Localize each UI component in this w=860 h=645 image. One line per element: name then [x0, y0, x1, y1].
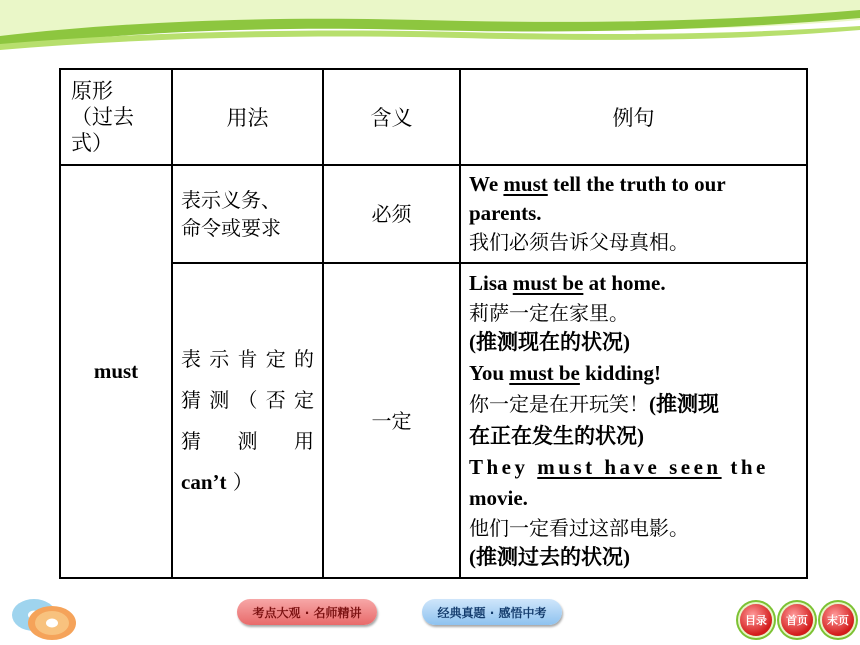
example-zh-line: 他们一定看过这部电影。	[469, 516, 689, 540]
table-row	[60, 165, 807, 263]
example-keyword: must be	[509, 361, 580, 385]
example-keyword: must have seen	[537, 455, 722, 479]
word-cell: must	[60, 165, 172, 578]
example-text: 你一定是在开玩笑！	[469, 392, 649, 416]
pill-classic-questions-button[interactable]: 经典真题 · 感悟中考	[422, 599, 562, 625]
usage-cell	[172, 165, 323, 263]
example-note: (推测现	[649, 392, 719, 416]
example-text: You	[469, 361, 510, 385]
example-text: at home.	[583, 271, 666, 295]
example-note: (推测过去的状况)	[469, 545, 630, 569]
table-row	[60, 263, 807, 578]
green-swoosh-graphic	[0, 0, 860, 60]
example-zh-line	[469, 389, 800, 421]
example-keyword: must be	[512, 271, 584, 295]
nav-last-page-button[interactable]: 末页	[822, 604, 854, 636]
example-en-line	[469, 358, 800, 389]
example-zh-line: 莉萨一定在家里。	[469, 301, 629, 325]
header-form	[60, 69, 172, 165]
example-text: We	[469, 172, 504, 196]
example-text: They	[469, 455, 538, 479]
meaning-cell: 必须	[323, 165, 460, 263]
example-cell	[460, 165, 807, 263]
example-keyword: must	[503, 172, 548, 196]
example-en-line: parents.	[469, 201, 542, 225]
example-text: Lisa	[469, 271, 513, 295]
usage-line: 表示义务、	[181, 188, 281, 212]
table-header-row	[60, 69, 807, 165]
nav-contents-button[interactable]: 目录	[740, 604, 772, 636]
example-note: 在正在发生的状况)	[469, 424, 644, 448]
example-note: (推测现在的状况)	[469, 330, 630, 354]
header-meaning: 含义	[323, 69, 460, 165]
meaning-cell: 一定	[323, 263, 460, 578]
example-en-line	[469, 268, 800, 299]
header-usage: 用法	[172, 69, 323, 165]
cd-disc-icon	[8, 593, 80, 643]
usage-line: 命令或要求	[181, 216, 281, 240]
example-en-line	[469, 170, 800, 199]
example-zh-line: 我们必须告诉父母真相。	[469, 230, 689, 254]
usage-line: 表示肯定的	[181, 346, 314, 371]
usage-keyword: can’t	[181, 469, 227, 494]
usage-text: ）	[232, 469, 253, 494]
usage-cell	[172, 263, 323, 578]
header-form-line1: 原形	[71, 79, 113, 103]
example-en-line	[469, 452, 800, 483]
usage-line: 猜 测 用	[181, 428, 314, 453]
header-form-line2: （过去	[71, 105, 134, 129]
example-text: tell the truth to our	[547, 172, 726, 196]
modal-verb-table	[59, 68, 808, 579]
usage-line	[181, 462, 314, 503]
header-example: 例句	[460, 69, 807, 165]
example-text: kidding!	[579, 361, 662, 385]
example-cell	[460, 263, 807, 578]
example-text: the	[721, 455, 769, 479]
example-en-line: movie.	[469, 486, 528, 510]
header-form-line3: 式）	[71, 131, 113, 155]
top-decorative-band	[0, 0, 860, 60]
usage-line: 猜测（否定	[181, 387, 314, 412]
pill-exam-points-button[interactable]: 考点大观 · 名师精讲	[237, 599, 377, 625]
nav-first-page-button[interactable]: 首页	[781, 604, 813, 636]
